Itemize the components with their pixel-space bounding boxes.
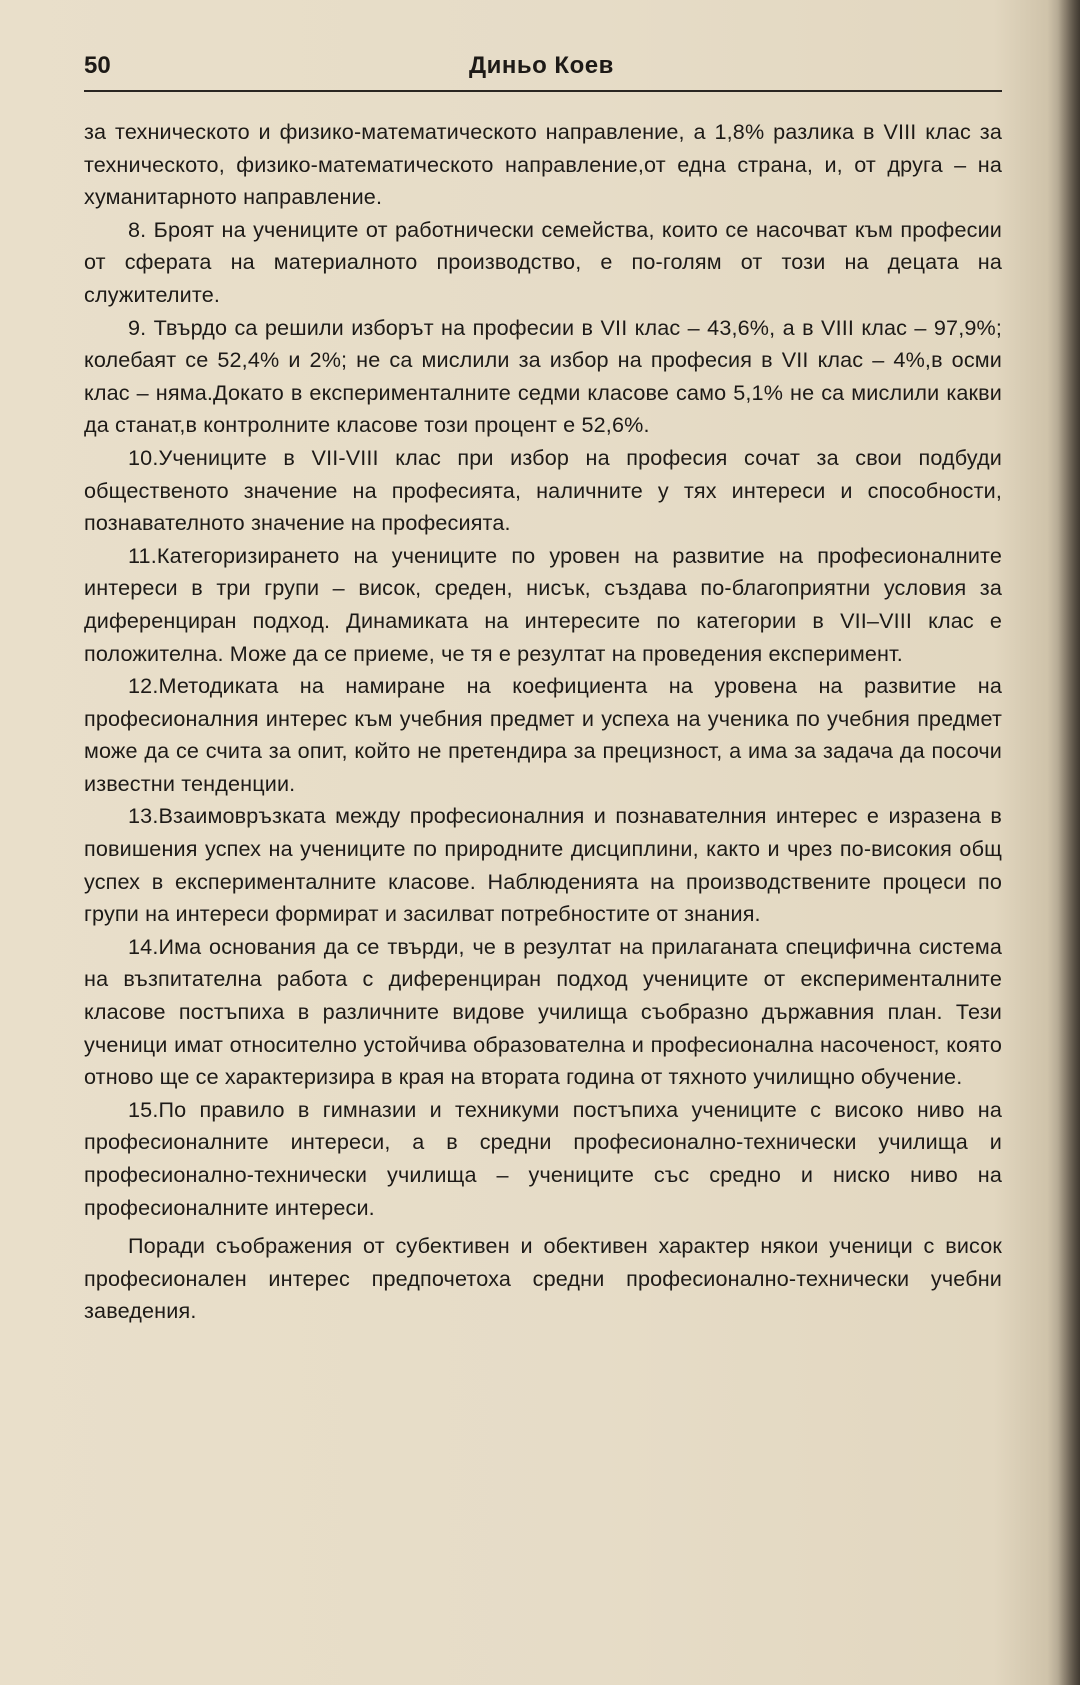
paragraph-10: 10.Учениците в VII-VIII клас при избор на професия сочат за свои подбуди общественото значение на професията, наличните у тях интереси и способности, познавателното значение на професията. (84, 444, 1002, 536)
paragraph-8: 8. Броят на учениците от работнически семейства, които се насочват към професии от сферата на материалното производство, е по-голям от този на децата на служителите. (84, 216, 1002, 307)
paragraph-15: 15.По правило в гимназии и техникуми постъпиха учениците с високо ниво на професионалните интереси, а в средни професионално-технически училища и професионално-технически училища – учениците със средно и ниско ниво на професионалните интереси. (84, 1096, 1002, 1220)
running-title: Диньо Коев (469, 52, 614, 79)
page-edge-shadow (1058, 0, 1080, 1685)
paragraph-continuation: за техническото и физико-математическото направление, а 1,8% разлика в VIII клас за техническото, физико-математическото направление,от една страна, и, от друга – на хуманитарното направление. (84, 119, 1002, 210)
page-header (84, 52, 1002, 92)
body-text (84, 116, 1002, 1328)
page-number: 50 (84, 52, 111, 79)
paragraph-9: 9. Твърдо са решили изборът на професии в VII клас – 43,6%, а в VIII клас – 97,9%; колебаят се 52,4% и 2%; не са мислили за избор на професия в VII клас – 4%,в осми клас – няма.Докато в експерименталните седми класове само 5,1% не са мислили какви да станат,в контролните класове този процент е 52,6%. (84, 314, 1002, 438)
paragraph-11: 11.Категоризирането на учениците по уровен на развитие на професионалните интереси в три групи – висок, среден, нисък, създава по-благоприятни условия за диференциран подход. Динамиката на интересите по категории в VII–VIII клас е положителна. Може да се приеме, че тя е резултат на проведения експеримент. (84, 542, 1002, 666)
paragraph-closing: Поради съображения от субективен и обективен характер някои ученици с висок професионален интерес предпочетоха средни професионално-технически учебни заведения. (84, 1233, 1002, 1324)
paragraph-12: 12.Методиката на намиране на коефициента на уровена на развитие на професионалния интерес към учебния предмет и успеха на ученика по учебния предмет може да се счита за опит, който не претендира за прецизност, а има за задача да посочи известни тенденции. (84, 673, 1002, 796)
paragraph-13: 13.Взаимовръзката между професионалния и познавателния интерес е изразена в повишения успех на учениците по природните дисциплини, както и чрез по-високия общ успех в експерименталните класове. Наблюденията на производствените процеси по групи на интереси формират и засилват потребностите от знания. (84, 803, 1002, 927)
paragraph-14: 14.Има основания да се твърди, че в резултат на прилаганата специфична система на възпитателна работа с диференциран подход учениците от експерименталните класове постъпиха в различните видове училища съобразно държавния план. Тези ученици имат относително устойчива образователна и професионална насоченост, която отново ще се характеризира в края на втората година от тяхното училищно обучение. (84, 933, 1002, 1090)
